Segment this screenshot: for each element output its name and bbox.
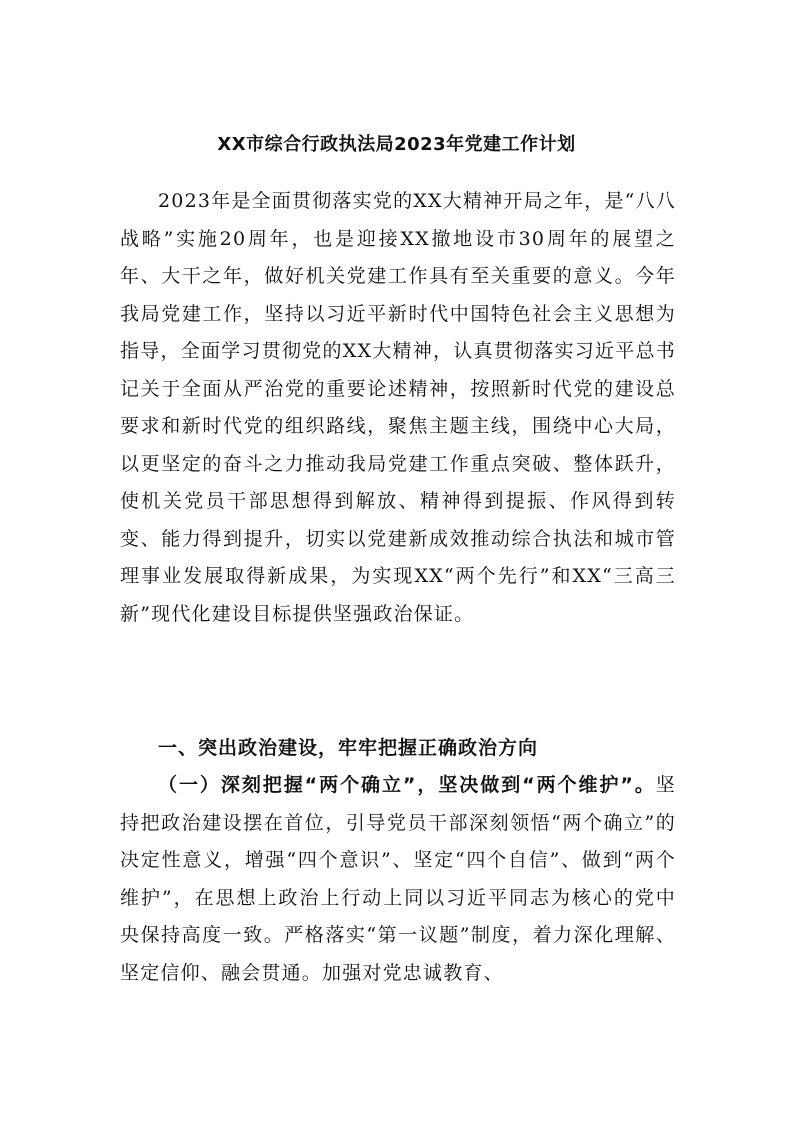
subsection-body-1: 坚持把政治建设摆在首位，引导党员干部深刻领悟“两个确立”的决定性意义，增强“四个意识”、坚定“四个自信”、做到“两个维护”，在思想上政治上行动上同以习近平同志为核心的党中央保持高度一致。严格落实“第一议题”制度，着力深化理解、坚定信仰、融会贯通。加强对党忠诚教育、 bbox=[120, 774, 676, 984]
subsection-paragraph-1 bbox=[120, 767, 676, 992]
intro-paragraph: 2023年是全面贯彻落实党的XX大精神开局之年，是“八八战略”实施20周年，也是迎接XX撤地设市30周年的展望之年、大干之年，做好机关党建工作具有至关重要的意义。今年我局党建工作，坚持以习近平新时代中国特色社会主义思想为指导，全面学习贯彻党的XX大精神，认真贯彻落实习近平总书记关于全面从严治党的重要论述精神，按照新时代党的建设总要求和新时代党的组织路线，聚焦主题主线，围绕中心大局，以更坚定的奋斗之力推动我局党建工作重点突破、整体跃升，使机关党员干部思想得到解放、精神得到提振、作风得到转变、能力得到提升，切实以党建新成效推动综合执法和城市管理事业发展取得新成果，为实现XX“两个先行”和XX“三高三新”现代化建设目标提供坚强政治保证。 bbox=[120, 190, 676, 625]
subsection-heading-1: （一）深刻把握“两个确立”，坚决做到“两个维护”。 bbox=[158, 774, 656, 796]
section-heading-1: 一、突出政治建设，牢牢把握正确政治方向 bbox=[158, 737, 539, 759]
document-title: XX市综合行政执法局2023年党建工作计划 bbox=[217, 134, 576, 155]
